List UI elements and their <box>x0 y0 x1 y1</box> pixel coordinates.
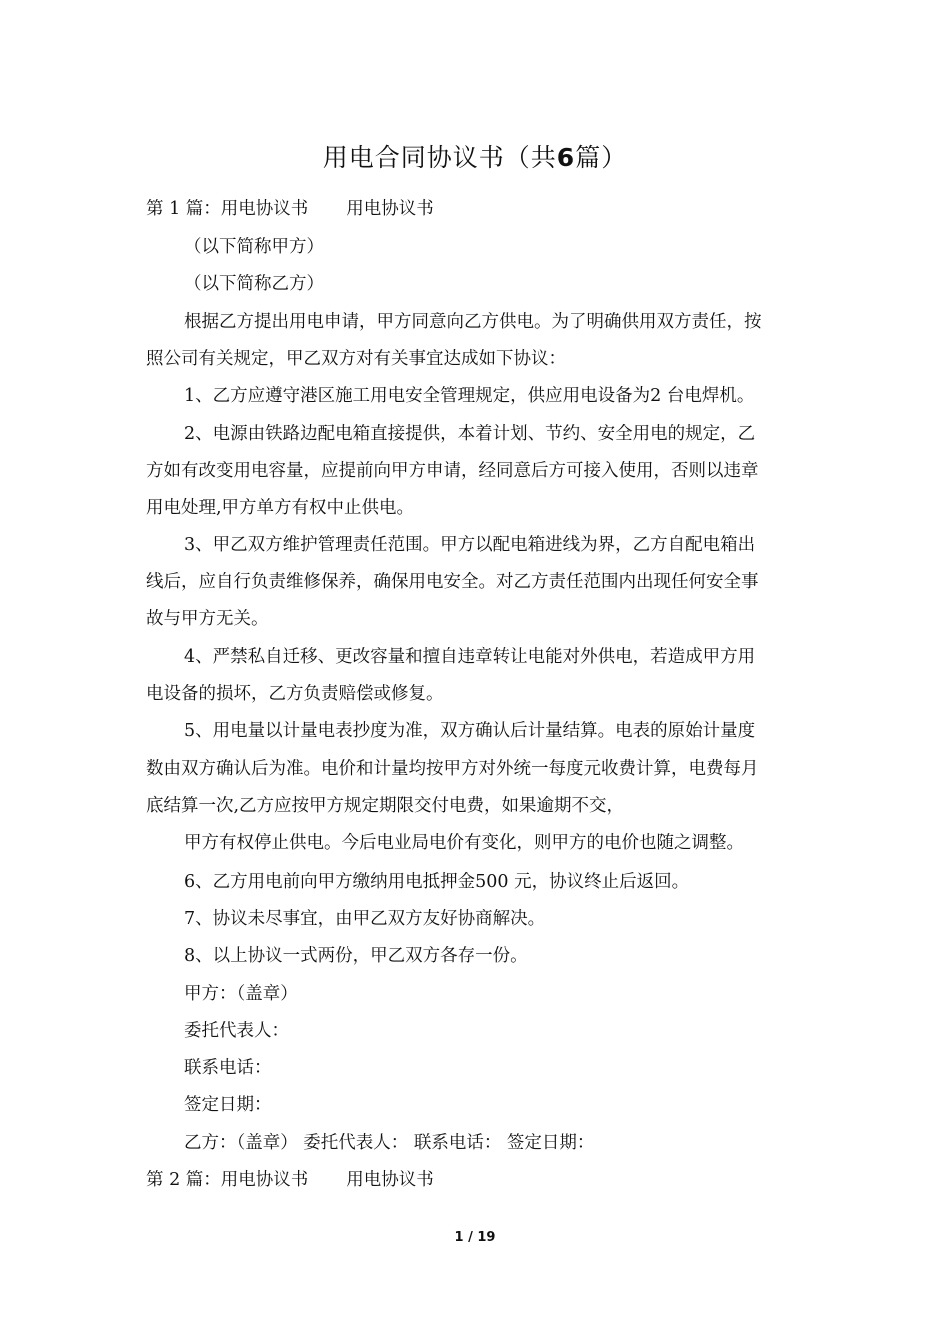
clause-5-line-1: 5、用电量以计量电表抄度为准，双方确认后计量结算。电表的原始计量度 <box>184 721 756 741</box>
clause-2-line-1: 2、电源由铁路边配电箱直接提供，本着计划、节约、安全用电的规定，乙 <box>184 424 756 444</box>
section-heading-1: 第 1 篇：用电协议书 用电协议书 <box>146 199 434 219</box>
clause-3-line-3: 故与甲方无关。 <box>146 609 269 629</box>
page-number: 1 / 19 <box>454 1230 496 1245</box>
clause-5-line-3: 底结算一次,乙方应按甲方规定期限交付电费，如果逾期不交， <box>146 796 625 816</box>
signature-party-a: 甲方：（盖章） <box>184 984 298 1004</box>
party-b-note: （以下简称乙方） <box>184 274 324 294</box>
intro-line-1: 根据乙方提出用电申请，甲方同意向乙方供电。为了明确供用双方责任，按 <box>184 312 762 332</box>
section-heading-2: 第 2 篇：用电协议书 用电协议书 <box>146 1170 434 1190</box>
clause-4-line-1: 4、严禁私自迁移、更改容量和擅自违章转让电能对外供电，若造成甲方用 <box>184 647 756 667</box>
clause-4-line-2: 电设备的损坏，乙方负责赔偿或修复。 <box>146 684 444 704</box>
signature-date: 签定日期： <box>184 1095 272 1115</box>
signature-party-b: 乙方：（盖章） 委托代表人： 联系电话： 签定日期： <box>184 1133 595 1153</box>
document-title: 用电合同协议书（共6篇） <box>322 143 628 172</box>
clause-2-line-2: 方如有改变用电容量，应提前向甲方申请，经同意后方可接入使用，否则以违章 <box>146 461 759 481</box>
clause-5-line-2: 数由双方确认后为准。电价和计量均按甲方对外统一每度元收费计算，电费每月 <box>146 759 759 779</box>
clause-3-line-2: 线后，应自行负责维修保养，确保用电安全。对乙方责任范围内出现任何安全事 <box>146 572 759 592</box>
clause-2-line-3: 用电处理,甲方单方有权中止供电。 <box>146 498 415 518</box>
clause-6: 6、乙方用电前向甲方缴纳用电抵押金500 元，协议终止后返回。 <box>184 872 690 892</box>
intro-line-2: 照公司有关规定，甲乙双方对有关事宜达成如下协议： <box>146 349 566 369</box>
signature-representative: 委托代表人： <box>184 1021 289 1041</box>
clause-1: 1、乙方应遵守港区施工用电安全管理规定，供应用电设备为2 台电焊机。 <box>184 386 755 406</box>
clause-3-line-1: 3、甲乙双方维护管理责任范围。甲方以配电箱进线为界，乙方自配电箱出 <box>184 535 756 555</box>
clause-7: 7、协议未尽事宜，由甲乙双方友好协商解决。 <box>184 909 546 929</box>
party-a-note: （以下简称甲方） <box>184 237 324 257</box>
signature-phone: 联系电话： <box>184 1058 272 1078</box>
clause-8: 8、以上协议一式两份，甲乙双方各存一份。 <box>184 946 528 966</box>
clause-5-line-4: 甲方有权停止供电。今后电业局电价有变化，则甲方的电价也随之调整。 <box>184 833 744 853</box>
